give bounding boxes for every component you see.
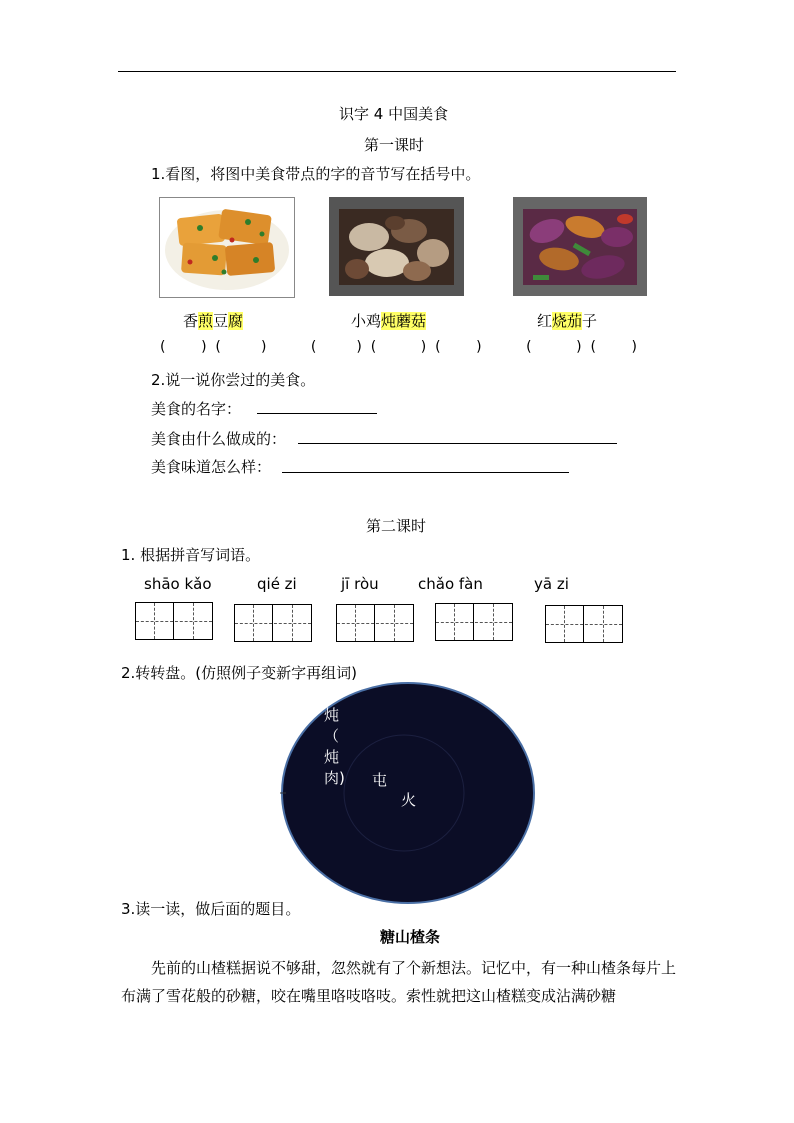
fried-tofu-image [159, 197, 295, 298]
pinyin-2: qié zi [257, 575, 297, 593]
writing-grid-1[interactable] [135, 602, 213, 640]
writing-grid-2[interactable] [234, 604, 312, 642]
food-name-1: 香煎豆腐 [183, 312, 244, 330]
pinyin-4: chǎo fàn [418, 575, 483, 593]
pinyin-1: shāo kǎo [144, 575, 212, 593]
lesson1-heading: 第一课时 [364, 136, 425, 154]
food-taste-label: 美食味道怎么样： [151, 458, 272, 476]
wheel-example: 炖 （ 炖 肉) [324, 706, 345, 787]
food-name-3: 红烧茄子 [537, 312, 598, 330]
q2-prompt: 2.说一说你尝过的美食。 [151, 371, 316, 389]
header-rule [118, 71, 676, 72]
q2-1-prompt: 1. 根据拼音写词语。 [121, 546, 261, 564]
pinyin-3: jī ròu [341, 575, 379, 593]
food-name-label: 美食的名字： [151, 400, 242, 418]
lesson2-heading: 第二课时 [366, 517, 427, 535]
chicken-mushroom-image [329, 197, 464, 296]
food-name-2: 小鸡炖蘑菇 [351, 312, 427, 330]
braised-eggplant-image [513, 197, 647, 296]
pinyin-5: yā zi [534, 575, 569, 593]
writing-grid-4[interactable] [435, 603, 513, 641]
writing-grid-3[interactable] [336, 604, 414, 642]
passage-paragraph: 先前的山楂糕据说不够甜，忽然就有了个新想法。记忆中，有一种山楂条每片上布满了雪花般的砂糖，咬在嘴里咯吱咯吱。索性就把这山楂糕变成沾满砂糖 [121, 959, 677, 1005]
food-name-blank[interactable] [257, 413, 377, 414]
passage-title: 糖山楂条 [380, 928, 441, 946]
wheel-center-fire: 火 [401, 791, 417, 809]
q2-2-prompt: 2.转转盘。(仿照例子变新字再组词) [121, 664, 358, 682]
q2-3-prompt: 3.读一读，做后面的题目。 [121, 900, 301, 918]
food-made-label: 美食由什么做成的： [151, 430, 287, 448]
answer-brackets: ( ) ( ) ( ) ( ) ( ) ( ) ( ) [160, 339, 637, 355]
q1-prompt: 1.看图，将图中美食带点的字的音节写在括号中。 [151, 165, 481, 183]
food-made-blank[interactable] [298, 443, 617, 444]
writing-grid-5[interactable] [545, 605, 623, 643]
page-title: 识字 4 中国美食 [339, 105, 449, 123]
wheel-center-radical: 屯 [372, 771, 388, 789]
food-taste-blank[interactable] [282, 472, 569, 473]
